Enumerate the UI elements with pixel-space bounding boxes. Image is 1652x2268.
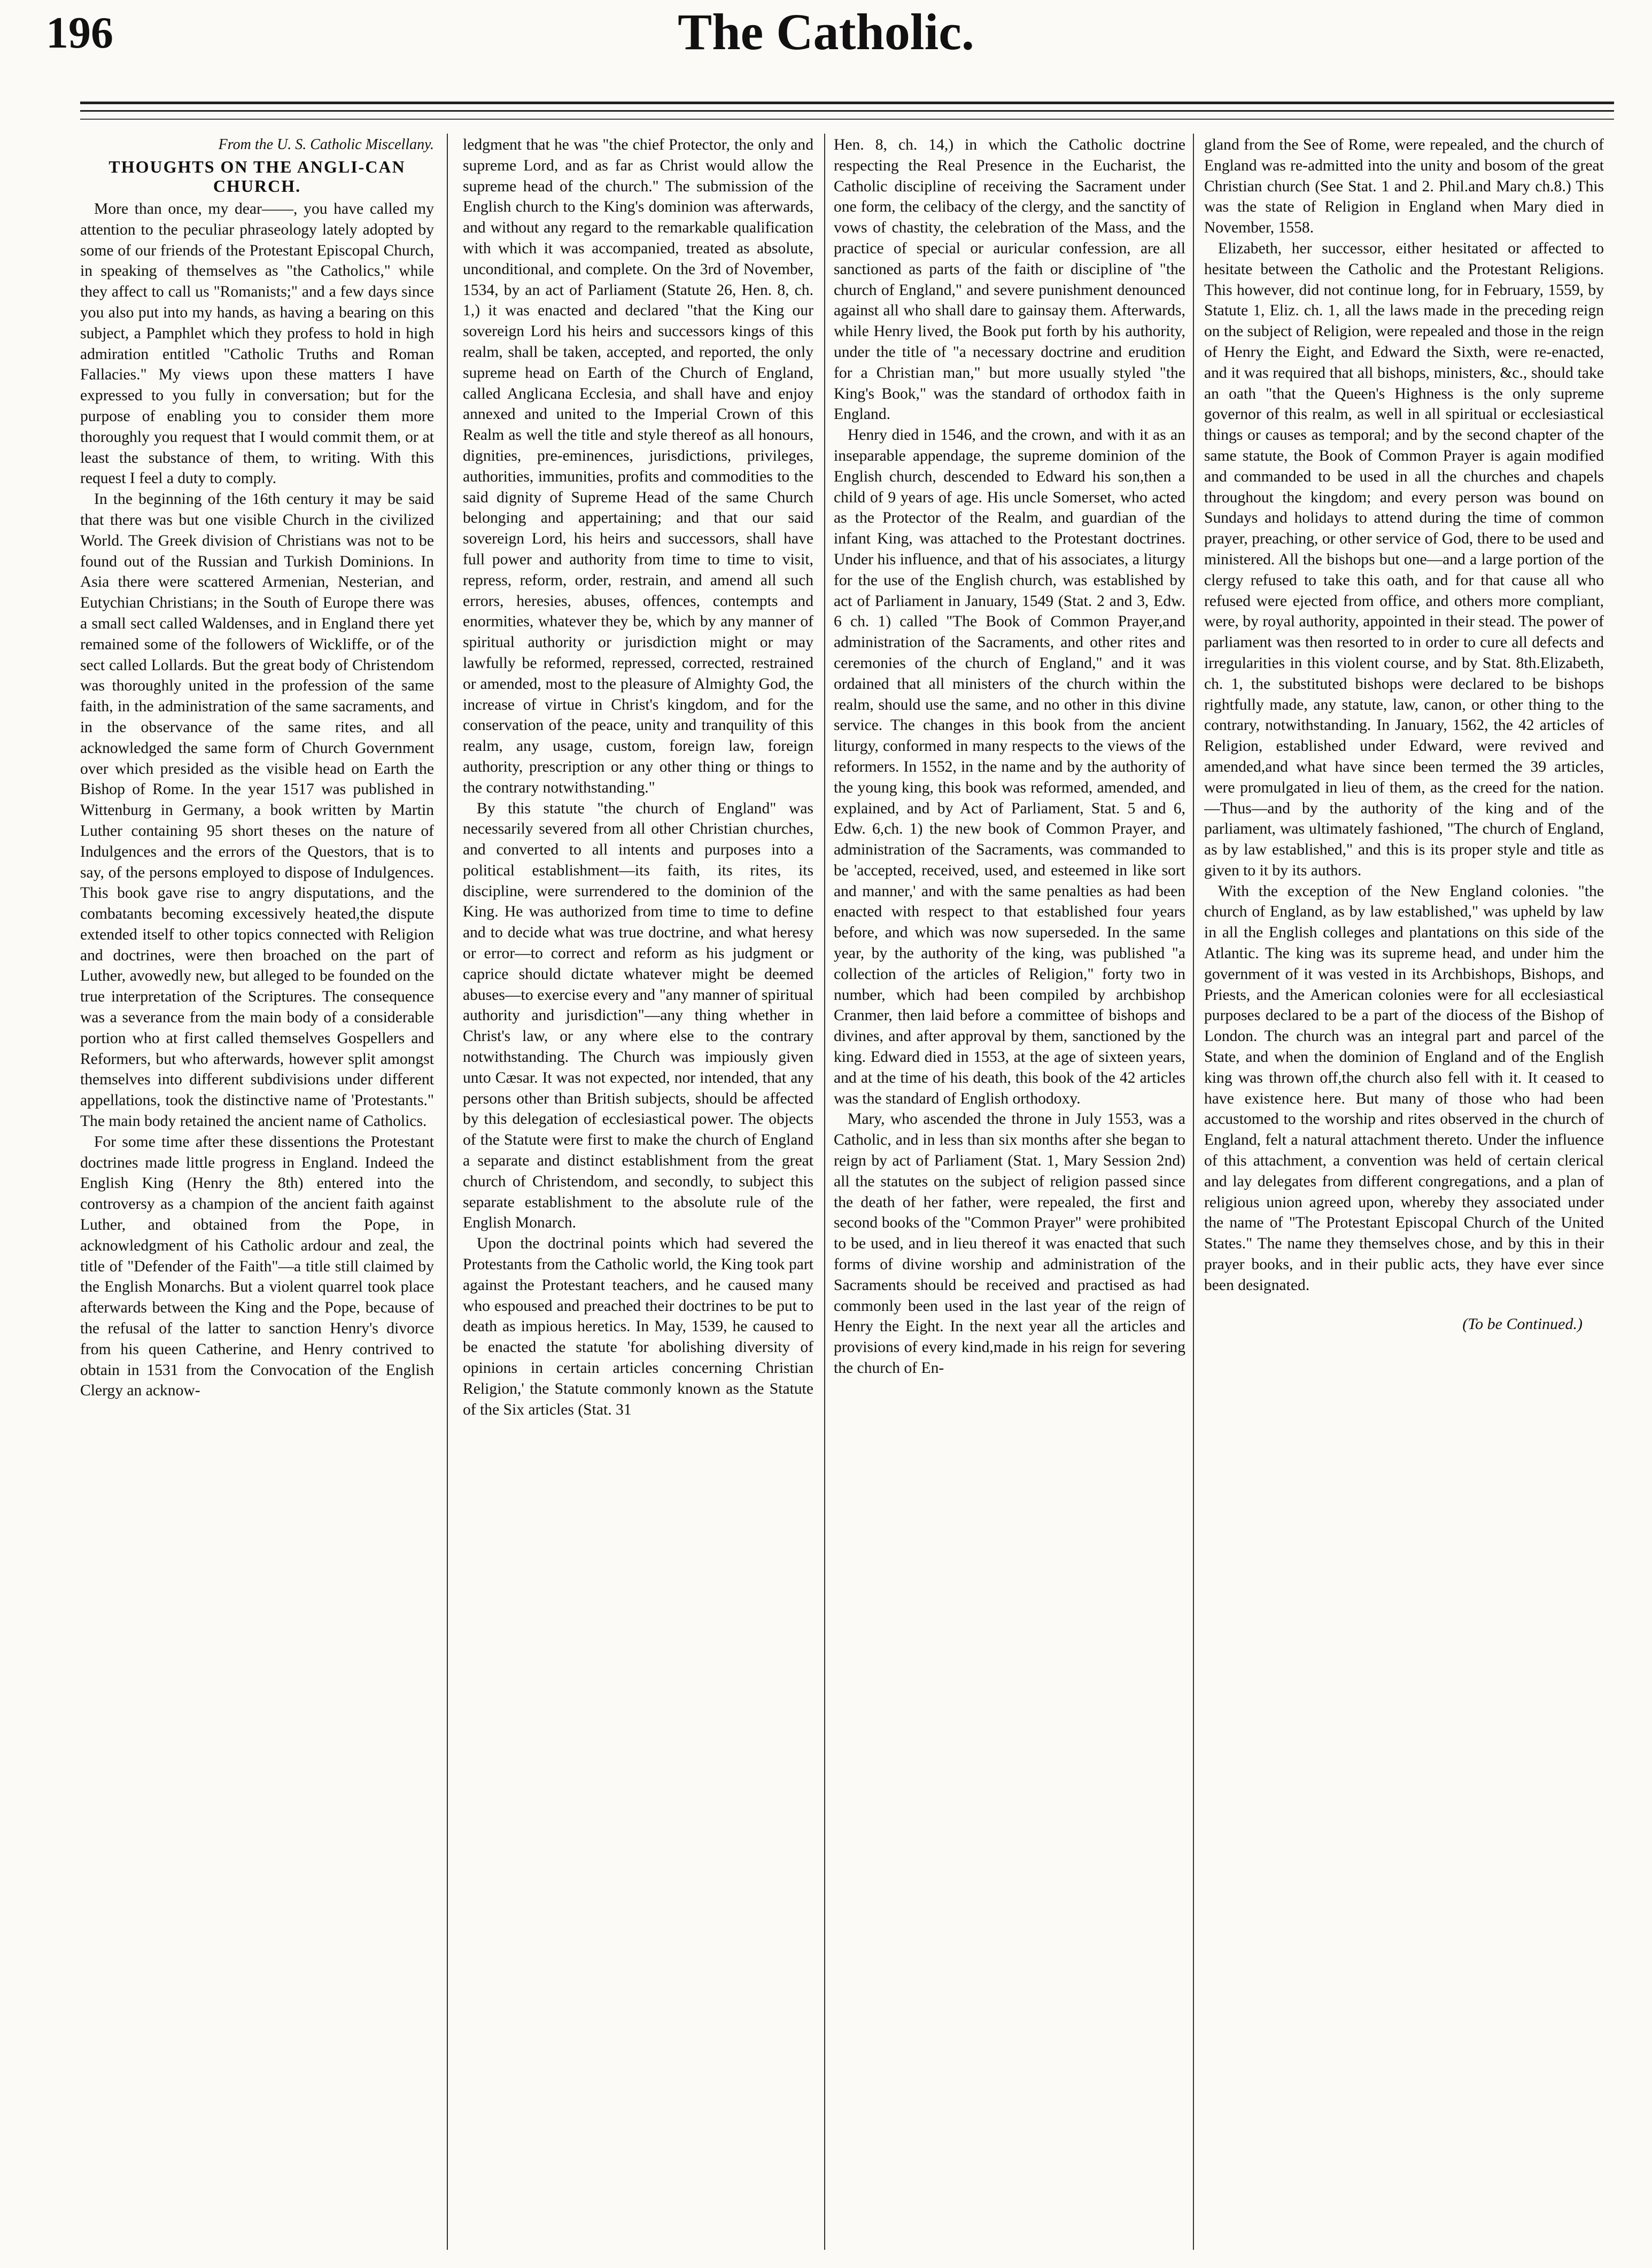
page-number: 196 (46, 8, 113, 58)
paragraph: gland from the See of Rome, were repealed, and the church of England was re-admitted into the unity and bosom of the great Christian church (See Stat. 1 and 2. Phil.and Mary ch.8.) This was the state of Religion in England when Mary died in November, 1558. (1204, 136, 1604, 237)
paragraph: Henry died in 1546, and the crown, and with it as an inseparable appendage, the supreme dominion of the English church, descended to Edward his son,then a child of 9 years of age. His uncle Somerset, who acted as the Protector of the Realm, and guardian of the infant King, was attached to the Protestant doctrines. Under his influence, and that of his associates, a liturgy for the use of the English church, was established by act of Parliament in January, 1549 (Stat. 2 and 3, Edw. 6 ch. 1) called "The Book of Common Prayer,and administration of the Sacraments, and other rites and ceremonies of the church of England," and it was ordained that all ministers of the church within the realm, should use the same, and no other in this divine service. The changes in this book from the ancient liturgy, conformed in many respects to the views of the reformers. In 1552, in the name and by the authority of the young king, this book was reformed, amended, and explained, and by Act of Parliament, Stat. 5 and 6, Edw. 6,ch. 1) the new book of Common Prayer, and administration of the Sacraments, was commanded to be 'accepted, received, used, and esteemed in like sort and manner,' and with the same penalties as had been enacted with respect to that established four years before, and which was now superseded. In the same year, by the authority of the king, was published "a collection of the articles of Religion," forty two in number, which had been compiled by archbishop Cranmer, then laid before a committee of bishops and divines, and after approval by them, sanctioned by the king. Edward died in 1553, at the age of sixteen years, and at the time of his death, this book of the 42 articles was the standard of English orthodoxy. (834, 426, 1185, 1107)
column-rule (824, 134, 825, 2250)
header-rule (80, 110, 1614, 112)
paragraph: More than once, my dear——, you have called my attention to the peculiar phraseology lately adopted by some of our friends of the Protestant Episcopal Church, in speaking of themselves as "the Catholics," while they affect to call us "Romanists;" and a few days since you also put into my hands, as having a bearing on this subject, a Pamphlet which they profess to hold in high admiration entitled "Catholic Truths and Roman Fallacies." My views upon these matters I have expressed to you fully in conversation; but for the purpose of enabling you to consider them more thoroughly you request that I would commit them, or at least the substance of them, to writing. With this request I feel a duty to comply. (80, 200, 434, 487)
column-rule (447, 134, 448, 2250)
column-rule (1193, 134, 1194, 2250)
text-column-1 (80, 135, 434, 2246)
paragraph: ledgment that he was "the chief Protector, the only and supreme Lord, and as far as Christ would allow the supreme head of the church." The submission of the English church to the King's dominion was afterwards, and without any regard to the remarkable qualification with which it was accompanied, treated as absolute, unconditional, and complete. On the 3rd of November, 1534, by an act of Parliament (Statute 26, Hen. 8, ch. 1,) it was enacted and declared "that the King our sovereign Lord his heirs and successors kings of this realm, shall be taken, accepted, and reported, the only supreme head on Earth of the Church of England, called Anglicana Ecclesia, and shall have and enjoy annexed and united to the Imperial Crown of this Realm as well the title and style thereof as all honours, dignities, pre-eminences, jurisdictions, privileges, authorities, immunities, profits and commodities to the said dignity of Supreme Head of the same Church belonging and appertaining; and that our said sovereign Lord, his heirs and successors, shall have full power and authority from time to time to visit, repress, reform, order, restrain, and amend all such errors, heresies, abuses, offences, contempts and enormities, whatever they be, which by any manner of spiritual authority or jurisdiction might or may lawfully be reformed, repressed, corrected, restrained or amended, most to the pleasure of Almighty God, the increase of virtue in Christ's kingdom, and for the conservation of the peace, unity and tranquility of this realm, any usage, custom, foreign law, foreign authority, prescription or any other thing or things to the contrary notwithstanding." (463, 136, 813, 796)
paragraph: With the exception of the New England colonies. "the church of England, as by law established," was upheld by law in all the English colleges and plantations on this side of the Atlantic. The king was its supreme head, and under him the government of it was vested in its Archbishops, Bishops, and Priests, and the American colonies were for all ecclesiastical purposes declared to be a part of the diocess of the Bishop of London. The church was an integral part and parcel of the State, and when the dominion of England and of the English king was thrown off,the church also fell with it. It ceased to have existence here. But many of those who had been accustomed to the worship and rites observed in the church of England, felt a natural attachment thereto. Under the influence of this attachment, a convention was held of certain clerical and lay delegates from different congregations, and a plan of religious union agreed upon, whereby they associated under the name of "The Protestant Episcopal Church of the United States." The name they themselves chose, and by this in their prayer books, and in their public acts, they have ever since been designated. (1204, 882, 1604, 1294)
source-line: From the U. S. Catholic Miscellany. (218, 136, 434, 153)
paragraph: Elizabeth, her successor, either hesitated or affected to hesitate between the Catholic and the Protestant Religions. This however, did not continue long, for in February, 1559, by Statute 1, Eliz. ch. 1, all the laws made in the preceding reign on the subject of Religion, were repealed and those in the reign of Henry the Eight, and Edward the Sixth, were re-enacted, and it was required that all bishops, ministers, &c., should take an oath "that the Queen's Highness is the only supreme governor of this realm, as well in all spiritual or ecclesiastical things or causes as temporal; and by the second chapter of the same statute, the Book of Common Prayer is again modified and commanded to be used in all the churches and chapels throughout the kingdom; and every person was bound on Sundays and holidays to attend during the time of common prayer, preaching, or other service of God, there to be used and ministered. All the bishops but one—and a large portion of the clergy refused to take this oath, and for that cause all who refused were ejected from office, and others more compliant, were, by royal authority, appointed in their stead. The power of parliament was then resorted to in order to cure all defects and irregularities in this violent course, and by Stat. 8th.Elizabeth, ch. 1, the substituted bishops were declared to be bishops rightfully made, any statute, law, canon, or other thing to the contrary, notwithstanding. In January, 1562, the 42 articles of Religion, established under Edward, were revived and amended,and what have since been termed the 39 articles, were promulgated in lieu of them, as the creed for the nation.—Thus—and by the authority of the king and of the parliament, was ultimately fashioned, "The church of England, as by law established," and this is its proper style and title as given to it by its authors. (1204, 239, 1604, 879)
text-column-2 (463, 135, 813, 2246)
paragraph: By this statute "the church of England" was necessarily severed from all other Christian churches, and converted to all intents and purposes into a political establishment—its faith, its rites, its discipline, were surrendered to the dominion of the King. He was authorized from time to time to define and to decide what was true doctrine, and what heresy or error—to correct and reform as his judgment or caprice should dictate whatever might be deemed abuses—to exercise every and "any manner of spiritual authority and jurisdiction"—any thing whether in Christ's law, or any where else to the contrary notwithstanding. The Church was impiously given unto Cæsar. It was not expected, nor intended, that any persons other than British subjects, should be affected by this delegation of ecclesiastical power. The objects of the Statute were first to make the church of England a separate and distinct establishment from the great church of Christendom, and secondly, to subject this separate establishment to the absolute rule of the English Monarch. (463, 799, 813, 1232)
paragraph: For some time after these dissentions the Protestant doctrines made little progress in England. Indeed the English King (Henry the 8th) entered into the controversy as a champion of the ancient faith against Luther, and obtained from the Pope, in acknowledgment of his Catholic ardour and zeal, the title of "Defender of the Faith"—a title still claimed by the English Monarchs. But a violent quarrel took place afterwards between the King and the Pope, because of the refusal of the latter to sanction Henry's divorce from his queen Catherine, and Henry contrived to obtain in 1531 from the Convocation of the English Clergy an acknow- (80, 1133, 434, 1400)
text-column-4 (1204, 135, 1604, 2246)
header-rule (80, 102, 1614, 104)
text-column-3 (834, 135, 1185, 2246)
header-rule (80, 119, 1614, 120)
paragraph: Mary, who ascended the throne in July 1553, was a Catholic, and in less than six months after she began to reign by act of Parliament (Stat. 1, Mary Session 2nd) all the statutes on the subject of religion passed since the death of her father, were repealed, the first and second books of the "Common Prayer" were prohibited to be used, and in lieu thereof it was enacted that such forms of divine worship and administration of the Sacraments should be received and practised as had commonly been used in the last year of the reign of Henry the Eight. In the next year all the articles and provisions of every kind,made in his reign for severing the church of En- (834, 1110, 1185, 1377)
paragraph: Hen. 8, ch. 14,) in which the Catholic doctrine respecting the Real Presence in the Eucharist, the Catholic discipline of receiving the Sacrament under one form, the celibacy of the clergy, and the sanctity of vows of chastity, the celebration of the Mass, and the practice of special or auricular confession, are all sanctioned as parts of the faith or discipline of "the church of England," and severe punishment denounced against all who shall dare to gainsay them. Afterwards, while Henry lived, the Book put forth by his authority, under the title of "a necessary doctrine and erudition for a Christian man," but more usually styled "the King's Book," was the standard of orthodox faith in England. (834, 136, 1185, 423)
paragraph: In the beginning of the 16th century it may be said that there was but one visible Church in the civilized World. The Greek division of Christians was not to be found out of the Russian and Turkish Dominions. In Asia there were scattered Armenian, Nesterian, and Eutychian Christians; in the South of Europe there was a small sect called Waldenses, and in England there yet remained some of the followers of Wickliffe, or of the sect called Lollards. But the great body of Christendom was thoroughly united in the profession of the same faith, in the administration of the same sacraments, and in the observance of the same rites, and all acknowledged the same form of Church Government over which presided as the visible head on Earth the Bishop of Rome. In the year 1517 was published in Wittenburg in Germany, a book written by Martin Luther containing 95 short theses on the nature of Indulgences and the errors of the Questors, that is to say, of the persons employed to dispose of Indulgences. This book gave rise to angry disputations, and the combatants becoming excessively heated,the dispute extended itself to other topics connected with Religion and doctrines, were then broached on the part of Luther, avowedly new, but alleged to be founded on the true interpretation of the Scriptures. The consequence was a severance from the main body of a considerable portion who at first called themselves Gospellers and Reformers, but who afterwards, however split amongst themselves into different subdivisions under different appellations, took the distinctive name of 'Protestants." The main body retained the ancient name of Catholics. (80, 491, 434, 1130)
continued-note: (To be Continued.) (1462, 1315, 1583, 1333)
running-title: The Catholic. (678, 3, 974, 60)
paragraph: Upon the doctrinal points which had severed the Protestants from the Catholic world, the King took part against the Protestant teachers, and he caused many who espoused and preached their doctrines to be put to death as impious heretics. In May, 1539, he caused to be enacted the statute 'for abolishing diversity of opinions in certain articles concerning Christian Religion,' the Statute commonly known as the Statute of the Six articles (Stat. 31 (463, 1235, 813, 1418)
article-title: THOUGHTS ON THE ANGLI-CAN CHURCH. (108, 157, 406, 196)
